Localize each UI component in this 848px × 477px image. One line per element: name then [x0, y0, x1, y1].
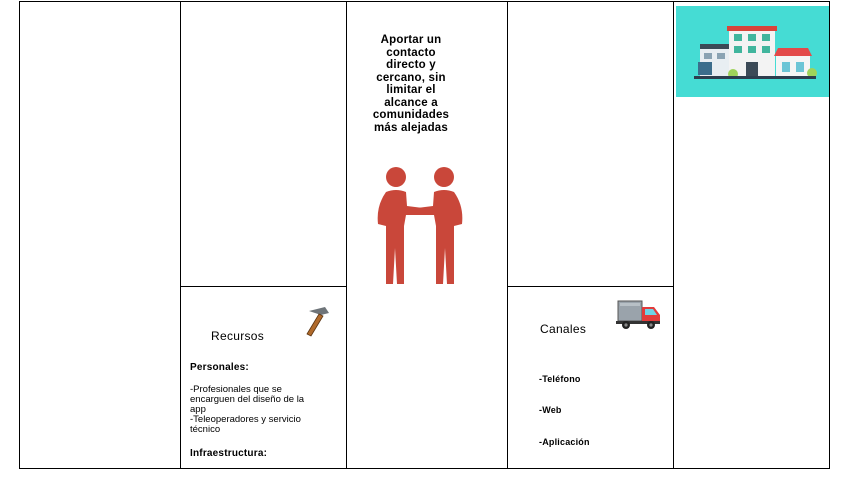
recursos-personales-label: Personales: [190, 362, 249, 373]
truck-icon [616, 297, 662, 331]
canales-title: Canales [540, 322, 587, 336]
canal-telefono: -Teléfono [539, 374, 581, 384]
column-divider [673, 1, 674, 469]
column-divider [180, 1, 181, 469]
hammer-icon [303, 305, 333, 337]
building-icon [676, 6, 829, 97]
value-proposition-text [362, 34, 460, 134]
recursos-list [190, 385, 340, 435]
value-line: alcance a [384, 96, 438, 109]
column-divider [346, 1, 347, 469]
row-divider [507, 286, 674, 287]
recursos-item: técnico [190, 424, 221, 435]
column-divider [507, 1, 508, 469]
recursos-item: -Profesionales que se [190, 384, 282, 395]
recursos-title: Recursos [211, 329, 265, 343]
value-line: más alejadas [373, 121, 448, 134]
value-line: contacto [386, 46, 436, 59]
value-line: comunidades [372, 109, 450, 121]
canal-aplicacion: -Aplicación [539, 437, 590, 447]
canal-web: -Web [539, 405, 562, 415]
value-line: limitar el [386, 84, 436, 96]
recursos-item: app [190, 404, 206, 415]
value-line: Aportar un [380, 34, 442, 46]
handshake-icon [373, 166, 467, 286]
recursos-item: -Teleoperadores y servicio [190, 414, 301, 425]
building-illustration [676, 6, 829, 97]
recursos-infraestructura-label: Infraestructura: [190, 448, 268, 459]
recursos-item: encarguen del diseño de la [190, 394, 305, 405]
row-divider [180, 286, 347, 287]
value-line: directo y [386, 59, 436, 71]
value-line: cercano, sin [376, 71, 446, 84]
